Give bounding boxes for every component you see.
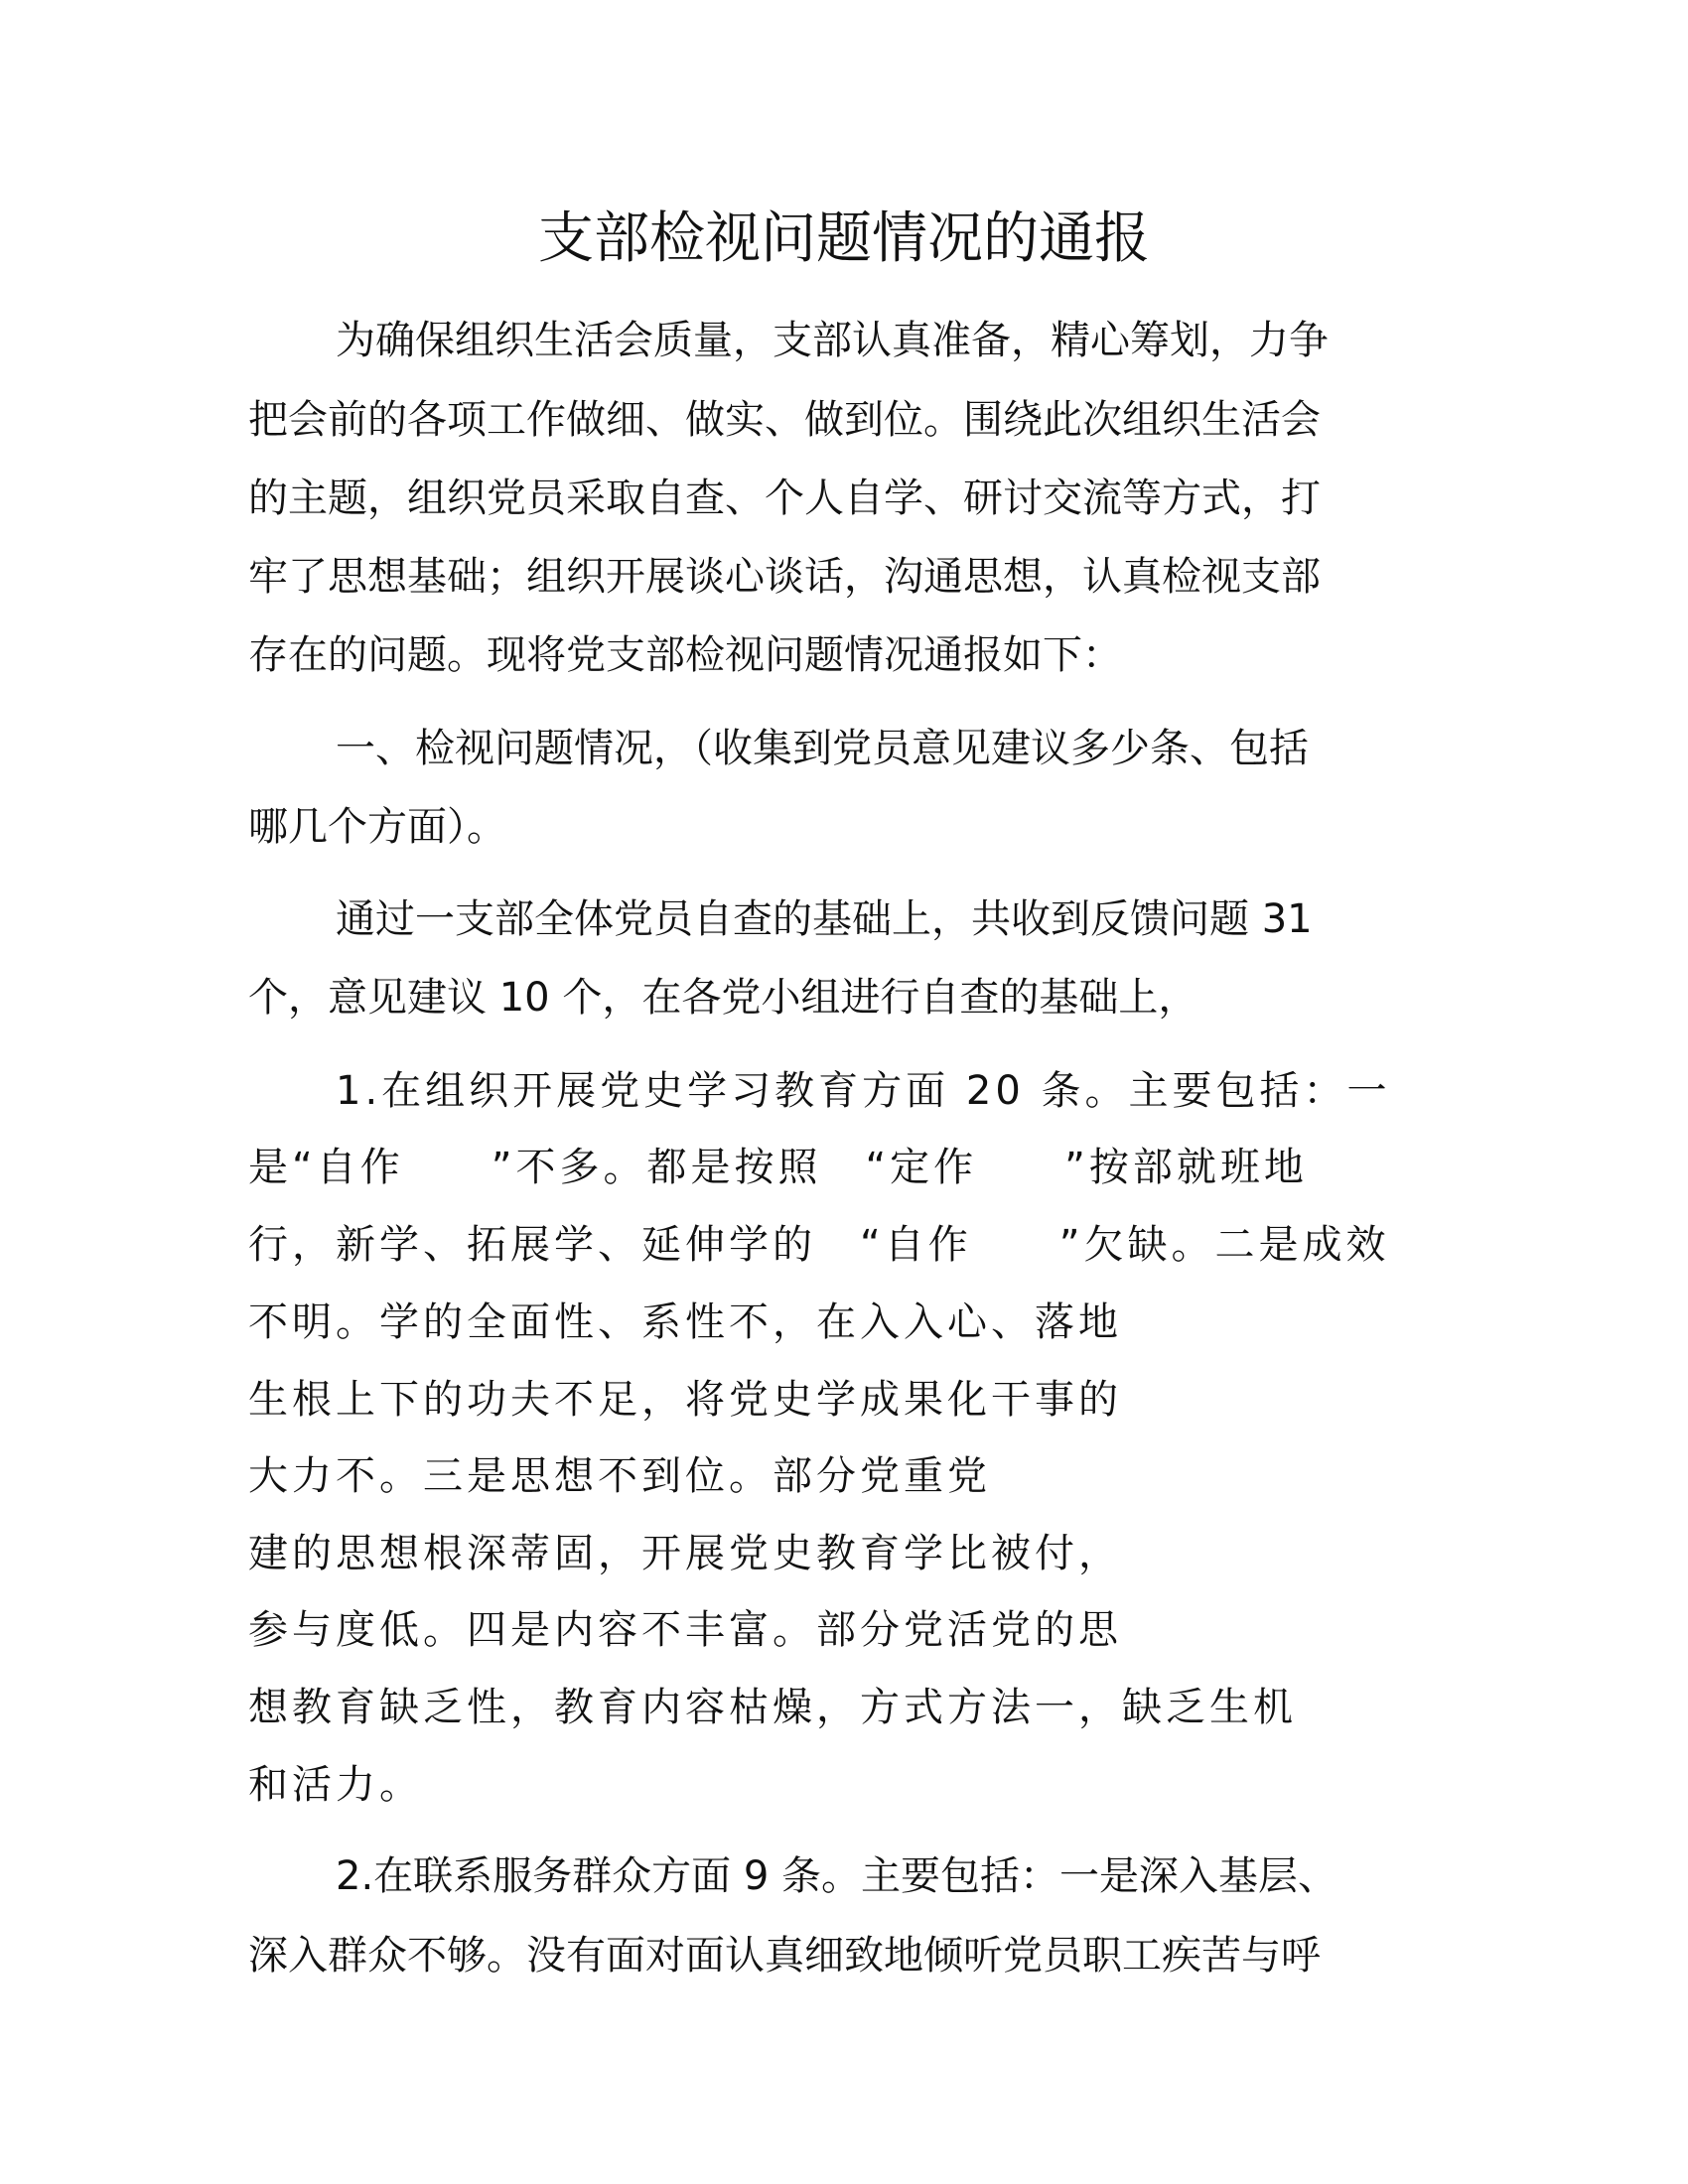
document-title: 支部检视问题情况的通报 — [538, 206, 1150, 271]
paragraph-line: 牢了思想基础；组织开展谈心谈话，沟通思想，认真检视支部 — [248, 554, 1321, 600]
paragraph-line: 2.在联系服务群众方面 9 条。主要包括：一是深入基层、 — [336, 1853, 1338, 1899]
paragraph-line: 行，新学、拓展学、延伸学的 “自作 ”欠缺。二是成效 — [248, 1222, 1390, 1268]
paragraph-line: 存在的问题。现将党支部检视问题情况通报如下： — [248, 632, 1122, 678]
paragraph-line: 参与度低。四是内容不丰富。部分党活党的思 — [248, 1607, 1122, 1653]
paragraph-line: 为确保组织生活会质量，支部认真准备，精心筹划，力争 — [336, 318, 1329, 363]
paragraph-line: 是“自作 ”不多。都是按照 “定作 ”按部就班地 — [248, 1145, 1308, 1190]
paragraph-line: 个，意见建议 10 个，在各党小组进行自查的基础上， — [248, 975, 1198, 1021]
paragraph-line: 建的思想根深蒂固，开展党史教育学比被付， — [248, 1531, 1122, 1576]
paragraph-line: 1.在组织开展党史学习教育方面 20 条。主要包括：一 — [336, 1068, 1391, 1114]
paragraph-line: 大力不。三是思想不到位。部分党重党 — [248, 1453, 991, 1499]
paragraph-line: 深入群众不够。没有面对面认真细致地倾听党员职工疾苦与呼 — [248, 1933, 1321, 1979]
paragraph-line: 想教育缺乏性，教育内容枯燥，方式方法一，缺乏生机 — [248, 1685, 1297, 1730]
paragraph-line: 通过一支部全体党员自查的基础上，共收到反馈问题 31 — [336, 896, 1313, 942]
paragraph-line: 的主题，组织党员采取自查、个人自学、研讨交流等方式，打 — [248, 476, 1321, 521]
section-heading-line: 一、检视问题情况，（收集到党员意见建议多少条、包括 — [336, 726, 1309, 771]
paragraph-line: 和活力。 — [248, 1762, 423, 1808]
section-heading-line: 哪几个方面）。 — [248, 804, 506, 850]
paragraph-line: 不明。学的全面性、系性不，在入入心、落地 — [248, 1299, 1122, 1345]
paragraph-line: 把会前的各项工作做细、做实、做到位。围绕此次组织生活会 — [248, 397, 1321, 443]
paragraph-line: 生根上下的功夫不足，将党史学成果化干事的 — [248, 1377, 1122, 1423]
